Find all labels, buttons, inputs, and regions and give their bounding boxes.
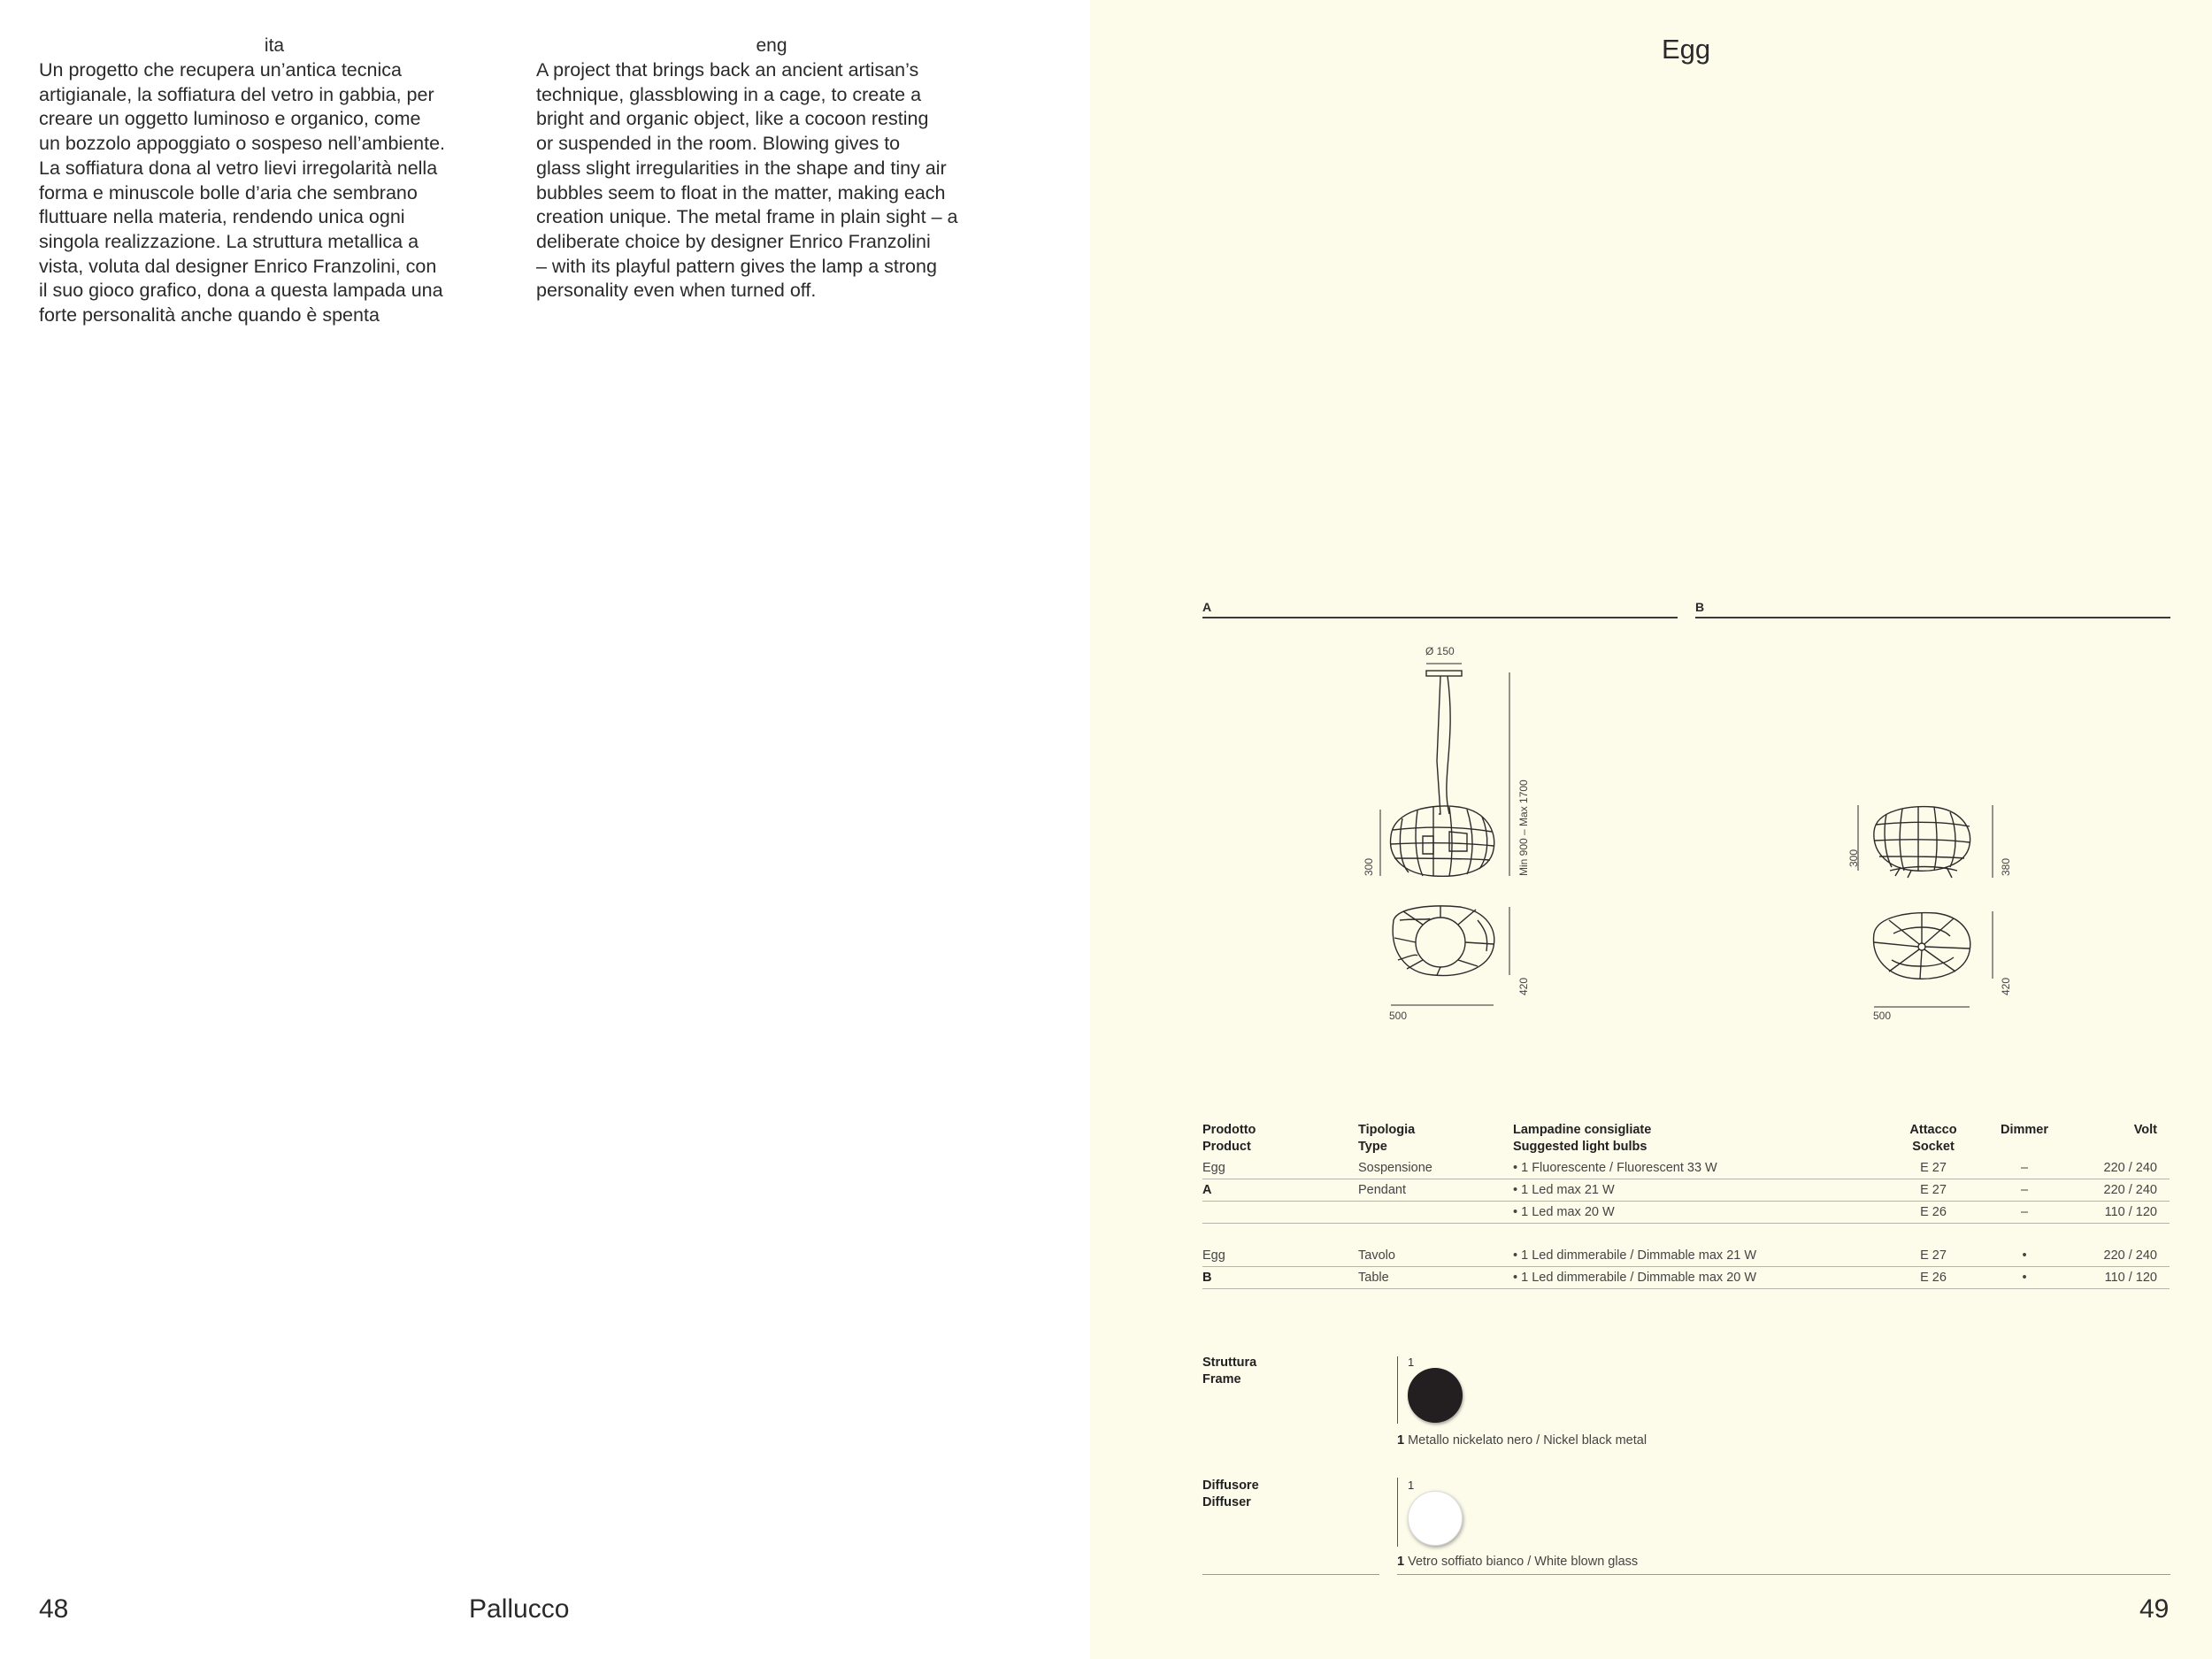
text-line: deliberate choice by designer Enrico Franzolini	[536, 230, 931, 252]
frame-label: Struttura Frame	[1202, 1356, 1257, 1386]
spec-cell-bulb: • 1 Led max 21 W	[1513, 1179, 1885, 1202]
dim-b-depth: 420	[2000, 977, 2012, 995]
left-page	[0, 0, 1090, 1659]
spec-row	[1202, 1179, 2170, 1202]
spec-cell-product	[1202, 1202, 1358, 1224]
spec-cell-volt: 220 / 240	[2067, 1157, 2170, 1179]
spec-cell-dimmer: –	[1982, 1179, 2067, 1202]
text-line: Un progetto che recupera un’antica tecnica	[39, 59, 402, 81]
section-b-label: B	[1695, 600, 1705, 614]
spec-cell-dimmer: –	[1982, 1202, 2067, 1224]
pendant-side-shade	[1391, 806, 1494, 876]
bottom-rule-right	[1397, 1574, 2170, 1575]
text-line: – with its playful pattern gives the lamp a strong	[536, 255, 937, 277]
header-socket: Attacco Socket	[1909, 1123, 1957, 1154]
specs-table	[1202, 1122, 2170, 1289]
text-line: A project that brings back an ancient artisan’s	[536, 59, 919, 81]
spec-cell-socket: E 26	[1885, 1266, 1982, 1288]
text-line: vista, voluta dal designer Enrico Franzolini, con	[39, 255, 437, 277]
right-page	[1090, 0, 2212, 1659]
frame-color-swatch[interactable]	[1408, 1368, 1463, 1423]
dim-a-width: 500	[1389, 1010, 1408, 1022]
spec-cell-bulb: • 1 Fluorescente / Fluorescent 33 W	[1513, 1157, 1885, 1179]
frame-number: 1	[1408, 1356, 1415, 1369]
spec-gap	[1202, 1224, 2170, 1245]
pendant-top-shade	[1393, 906, 1494, 976]
diffuser-divider	[1397, 1478, 1398, 1547]
header-product: Prodotto Product	[1202, 1123, 1256, 1154]
spec-cell-volt: 220 / 240	[2067, 1179, 2170, 1202]
header-bulbs: Lampadine consigliate Suggested light bulbs	[1513, 1123, 1652, 1154]
text-line: il suo gioco grafico, dona a questa lampada una	[39, 280, 443, 302]
frame-caption: 1 Metallo nickelato nero / Nickel black metal	[1397, 1433, 1647, 1448]
text-line: technique, glassblowing in a cage, to create a	[536, 83, 922, 105]
spec-cell-socket: E 27	[1885, 1245, 1982, 1267]
spec-row	[1202, 1266, 2170, 1288]
spec-cell-socket: E 27	[1885, 1157, 1982, 1179]
spec-cell-product: Egg	[1202, 1245, 1358, 1267]
eng-heading: eng	[756, 35, 787, 56]
spec-cell-dimmer: –	[1982, 1157, 2067, 1179]
spec-cell-volt: 110 / 120	[2067, 1266, 2170, 1288]
spec-row	[1202, 1202, 2170, 1224]
dim-a-cable: Min 900 – Max 1700	[1517, 780, 1530, 876]
page-number-left: 48	[39, 1594, 69, 1624]
spec-cell-bulb: • 1 Led max 20 W	[1513, 1202, 1885, 1224]
text-line: glass slight irregularities in the shape and tiny air	[536, 157, 947, 179]
spec-cell-type: Pendant	[1358, 1179, 1513, 1202]
spec-cell-bulb: • 1 Led dimmerabile / Dimmable max 21 W	[1513, 1245, 1885, 1267]
spec-row	[1202, 1157, 2170, 1179]
dim-a-height: 300	[1363, 857, 1375, 876]
eng-body-text	[536, 58, 957, 303]
frame-divider	[1397, 1356, 1398, 1424]
text-line: personality even when turned off.	[536, 280, 817, 302]
specs-header-row	[1202, 1122, 2170, 1157]
section-b-rule	[1695, 617, 2170, 618]
dim-a-canopy: Ø 150	[1425, 645, 1455, 657]
spec-cell-type	[1358, 1202, 1513, 1224]
spec-cell-dimmer: •	[1982, 1245, 2067, 1267]
product-title: Egg	[1662, 34, 1711, 65]
text-line: forma e minuscole bolle d’aria che sembrano	[39, 181, 418, 204]
text-line: creare un oggetto luminoso e organico, come	[39, 108, 421, 130]
diffuser-label: Diffusore Diffuser	[1202, 1479, 1259, 1509]
dim-b-total-height: 380	[2000, 857, 2012, 876]
text-line: fluttuare nella materia, rendendo unica ogni	[39, 206, 405, 228]
spec-cell-type: Table	[1358, 1266, 1513, 1288]
spec-cell-volt: 220 / 240	[2067, 1245, 2170, 1267]
header-type: Tipologia Type	[1358, 1123, 1416, 1154]
spec-cell-bulb: • 1 Led dimmerabile / Dimmable max 20 W	[1513, 1266, 1885, 1288]
dim-b-width: 500	[1873, 1010, 1892, 1022]
section-a-label: A	[1202, 600, 1212, 614]
spec-cell-type: Sospensione	[1358, 1157, 1513, 1179]
spec-cell-volt: 110 / 120	[2067, 1202, 2170, 1224]
text-line: forte personalità anche quando è spenta	[39, 304, 380, 326]
ita-heading: ita	[264, 35, 285, 56]
diffuser-color-swatch[interactable]	[1408, 1491, 1463, 1546]
text-line: creation unique. The metal frame in plain sight – a	[536, 206, 958, 228]
pendant-drawing	[1345, 655, 1540, 1026]
text-line: singola realizzazione. La struttura metallica a	[39, 230, 419, 252]
text-line: bright and organic object, like a cocoon resting	[536, 108, 929, 130]
spec-cell-product: B	[1202, 1266, 1358, 1288]
table-side-shade	[1874, 807, 1970, 878]
spec-cell-product: Egg	[1202, 1157, 1358, 1179]
spec-cell-socket: E 27	[1885, 1179, 1982, 1202]
text-line: artigianale, la soffiatura del vetro in gabbia, per	[39, 83, 434, 105]
text-line: bubbles seem to float in the matter, making each	[536, 181, 946, 204]
text-line: or suspended in the room. Blowing gives to	[536, 133, 901, 155]
dim-a-depth: 420	[1517, 977, 1530, 995]
page-number-right: 49	[2139, 1594, 2170, 1624]
table-top-shade	[1874, 913, 1970, 979]
dim-b-shade-height: 300	[1847, 849, 1860, 867]
spec-cell-dimmer: •	[1982, 1266, 2067, 1288]
diffuser-number: 1	[1408, 1479, 1415, 1492]
spec-cell-socket: E 26	[1885, 1202, 1982, 1224]
brand-name: Pallucco	[469, 1594, 570, 1624]
text-line: un bozzolo appoggiato o sospeso nell’ambiente.	[39, 133, 445, 155]
text-line: La soffiatura dona al vetro lievi irregolarità nella	[39, 157, 438, 179]
header-volt: Volt	[2133, 1123, 2157, 1137]
spec-cell-type: Tavolo	[1358, 1245, 1513, 1267]
section-a-rule	[1202, 617, 1678, 618]
ita-body-text	[39, 58, 445, 328]
table-lamp-drawing	[1840, 779, 2017, 1026]
spec-cell-product: A	[1202, 1179, 1358, 1202]
diffuser-caption: 1 Vetro soffiato bianco / White blown glass	[1397, 1555, 1639, 1569]
spec-row	[1202, 1245, 2170, 1267]
header-dimmer: Dimmer	[2001, 1123, 2048, 1137]
bottom-rule-left	[1202, 1574, 1379, 1575]
